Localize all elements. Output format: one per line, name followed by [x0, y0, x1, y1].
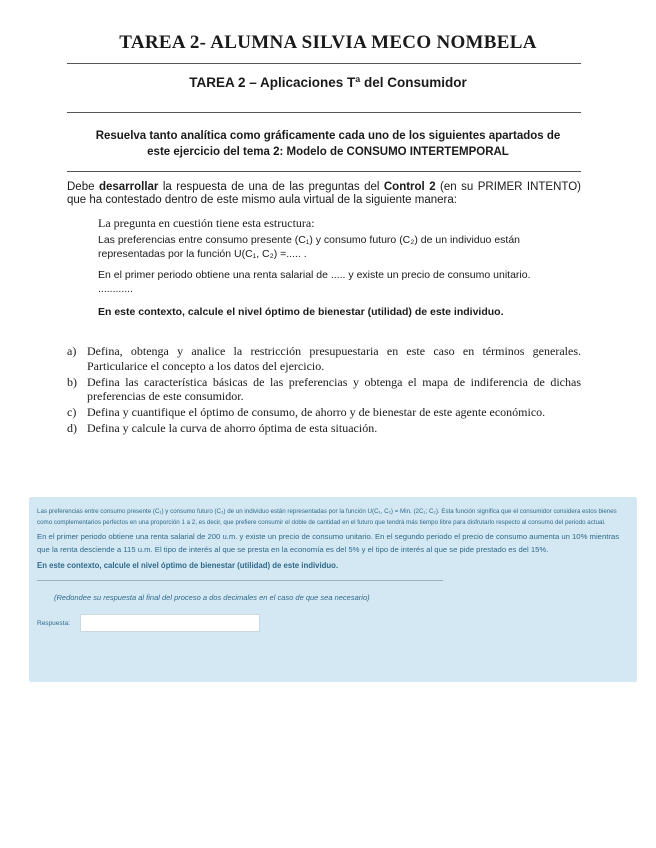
exercise-item — [67, 421, 581, 436]
instructions-line-2: este ejercicio del tema 2: Modelo de CONSUMO INTERTEMPORAL — [147, 146, 509, 158]
divider — [67, 63, 581, 64]
exercise-item — [67, 375, 581, 404]
question-template-income: En el primer periodo obtiene una renta salarial de ..... y existe un precio de consumo unitario. ............ — [98, 269, 531, 295]
item-label: b) — [67, 374, 77, 389]
exercise-item — [67, 344, 581, 373]
intro-text: la respuesta de una de las preguntas del — [158, 181, 384, 193]
answer-row — [37, 614, 629, 632]
item-text: Defina, obtenga y analice la restricción presupuestaria en este caso en términos generales. Particularice el concepto a los datos del ejercicio. — [87, 344, 581, 373]
question-template-question: En este contexto, calcule el nivel óptimo de bienestar (utilidad) de este individuo. — [98, 306, 504, 318]
intro-bold-control: Control 2 — [383, 181, 436, 193]
intro-text: Debe — [67, 181, 99, 193]
quiz-income-text: En el primer periodo obtiene una renta salarial de 200 u.m. y existe un precio de consumo unitario. En el segundo periodo el precio de consumo aumenta un 10% mientras que la renta desciende a 115 u.m. El tipo de interés al que se presta en la economía es del 5% y el tipo de interés al que se pide prestado es del 15%. — [37, 532, 620, 554]
item-label: d) — [67, 421, 77, 435]
quiz-question-panel — [29, 497, 637, 682]
instructions-line-1: Resuelva tanto analítica como gráficamente cada uno de los siguientes apartados de — [95, 130, 561, 142]
question-template-preferences: Las preferencias entre consumo presente (C₁) y consumo futuro (C₂) de un individuo están representadas por la función U(C₁, C₂) =..... . — [98, 234, 520, 260]
item-label: a) — [67, 344, 77, 358]
divider — [67, 171, 581, 172]
question-structure-label: La pregunta en cuestión tiene esta estructura: — [98, 216, 315, 230]
divider — [67, 112, 581, 113]
panel-divider — [37, 580, 443, 581]
rounding-note: (Redondee su respuesta al final del proceso a dos decimales en el caso de que sea necesario) — [54, 593, 370, 602]
intro-paragraph — [67, 181, 581, 207]
document-title: TAREA 2- ALUMNA SILVIA MECO NOMBELA — [119, 32, 537, 53]
intro-text: (en su PRIMER INTENTO) que ha contestado dentro de este mismo aula virtual de la siguiente manera: — [67, 181, 581, 206]
item-text: Defina y calcule la curva de ahorro óptima de esta situación. — [87, 421, 378, 435]
item-text: Defina y cuantifique el óptimo de consumo, de ahorro y de bienestar de este agente económico. — [87, 405, 546, 419]
answer-input[interactable] — [80, 614, 260, 632]
instructions — [75, 128, 581, 160]
intro-bold-desarrollar: desarrollar — [98, 181, 159, 193]
exercise-items — [67, 344, 581, 437]
quiz-preferences-text: Las preferencias entre consumo presente (C₁) y consumo futuro (C₂) de un individuo están representadas por la función U(C₁, C₂) = Min. (2C₁; C₂). Esta función significa que el consumidor considera estos bienes como complementarios perfectos en una proporción 1 a 2, es decir, que prefiere consumir el doble de cantidad en el futuro que tendrá más tiempo libre para disfrutarlo respecto al consumo del periodo actual. — [37, 508, 617, 526]
item-text: Defina las característica básicas de las preferencias y obtenga el mapa de indiferencia de dichas preferencias de este consumidor. — [87, 374, 581, 403]
item-label: c) — [67, 405, 77, 419]
quiz-question-text: En este contexto, calcule el nivel óptimo de bienestar (utilidad) de este individuo. — [37, 561, 339, 570]
exercise-item — [67, 405, 581, 420]
document-subtitle: TAREA 2 – Aplicaciones Tª del Consumidor — [189, 75, 467, 90]
answer-label: Respuesta: — [37, 619, 70, 627]
